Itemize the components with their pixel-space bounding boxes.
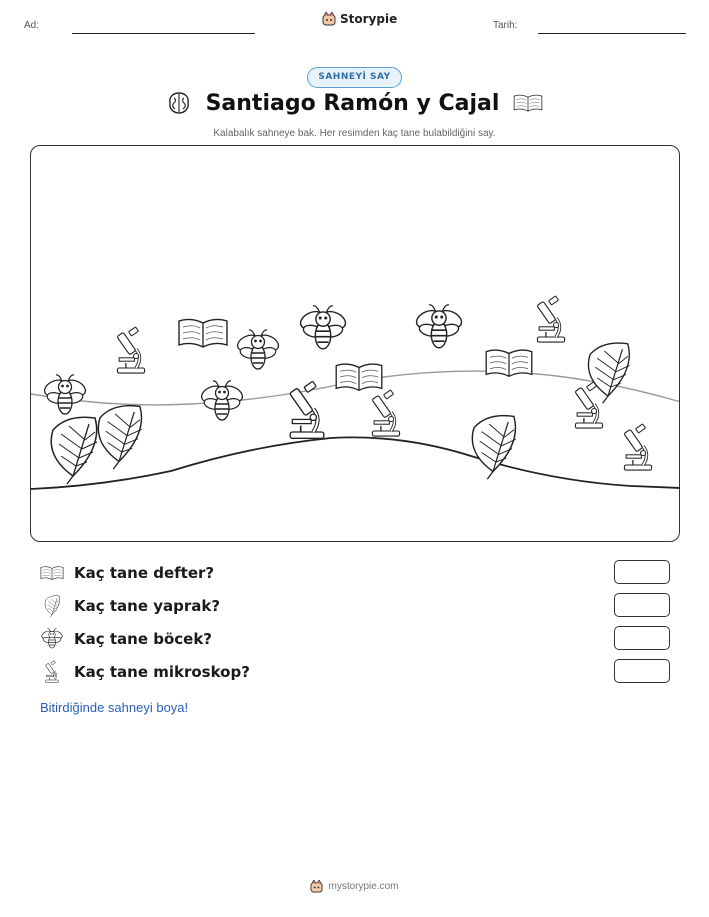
date-line[interactable] [538, 33, 686, 34]
scene-book [179, 319, 227, 347]
scene-illustration [31, 146, 680, 542]
microscope-icon [40, 660, 64, 684]
bee-icon [40, 627, 64, 651]
name-label: Ad: [24, 20, 40, 31]
question-text: Kaç tane yaprak? [74, 597, 221, 615]
brand-name: Storypie [340, 12, 398, 26]
counting-scene [30, 145, 680, 542]
scene-microscope [372, 390, 400, 436]
scene-leaf [51, 417, 97, 484]
finish-note: Bitirdiğinde sahneyi boya! [40, 700, 189, 715]
answer-box-books[interactable] [614, 560, 670, 584]
scene-bee [42, 375, 88, 414]
scene-microscope [117, 327, 145, 373]
scene-leaf [98, 406, 141, 469]
scene-microscope [290, 381, 324, 438]
scene-leaf [472, 416, 515, 479]
question-row [40, 660, 670, 684]
instructions: Kalabalık sahneye bak. Her resimden kaç tane bulabildiğini say. [213, 128, 496, 139]
question-text: Kaç tane defter? [74, 564, 215, 582]
question-text: Kaç tane mikroskop? [74, 663, 250, 681]
footer [0, 880, 709, 893]
scene-bee [199, 381, 245, 420]
question-row [40, 627, 670, 651]
scene-bee [298, 306, 348, 349]
answer-box-microscopes[interactable] [614, 659, 670, 683]
question-row [40, 561, 670, 585]
scene-bee [235, 330, 281, 369]
leaf-icon [40, 594, 64, 618]
question-text: Kaç tane böcek? [74, 630, 213, 648]
footer-url[interactable]: mystorypie.com [328, 881, 399, 892]
scene-microscope [624, 424, 652, 470]
title-row [0, 90, 709, 116]
page-title: Santiago Ramón y Cajal [205, 90, 500, 116]
brain-icon [166, 90, 192, 116]
activity-badge: SAHNEYİ SAY [307, 67, 402, 88]
scene-bee [414, 305, 464, 348]
name-line[interactable] [72, 33, 255, 34]
storypie-mascot-icon [310, 880, 323, 893]
answer-box-leaves[interactable] [614, 593, 670, 617]
question-row [40, 594, 670, 618]
scene-book [336, 364, 382, 390]
book-icon [40, 561, 64, 585]
open-book-icon [513, 92, 543, 114]
scene-microscope [537, 296, 565, 342]
scene-book [486, 350, 532, 376]
storypie-mascot-icon [322, 12, 336, 26]
answer-box-bugs[interactable] [614, 626, 670, 650]
brand-logo [322, 12, 397, 26]
scene-leaf [588, 343, 629, 403]
date-label: Tarih: [493, 20, 518, 31]
scene-microscope [575, 382, 603, 428]
